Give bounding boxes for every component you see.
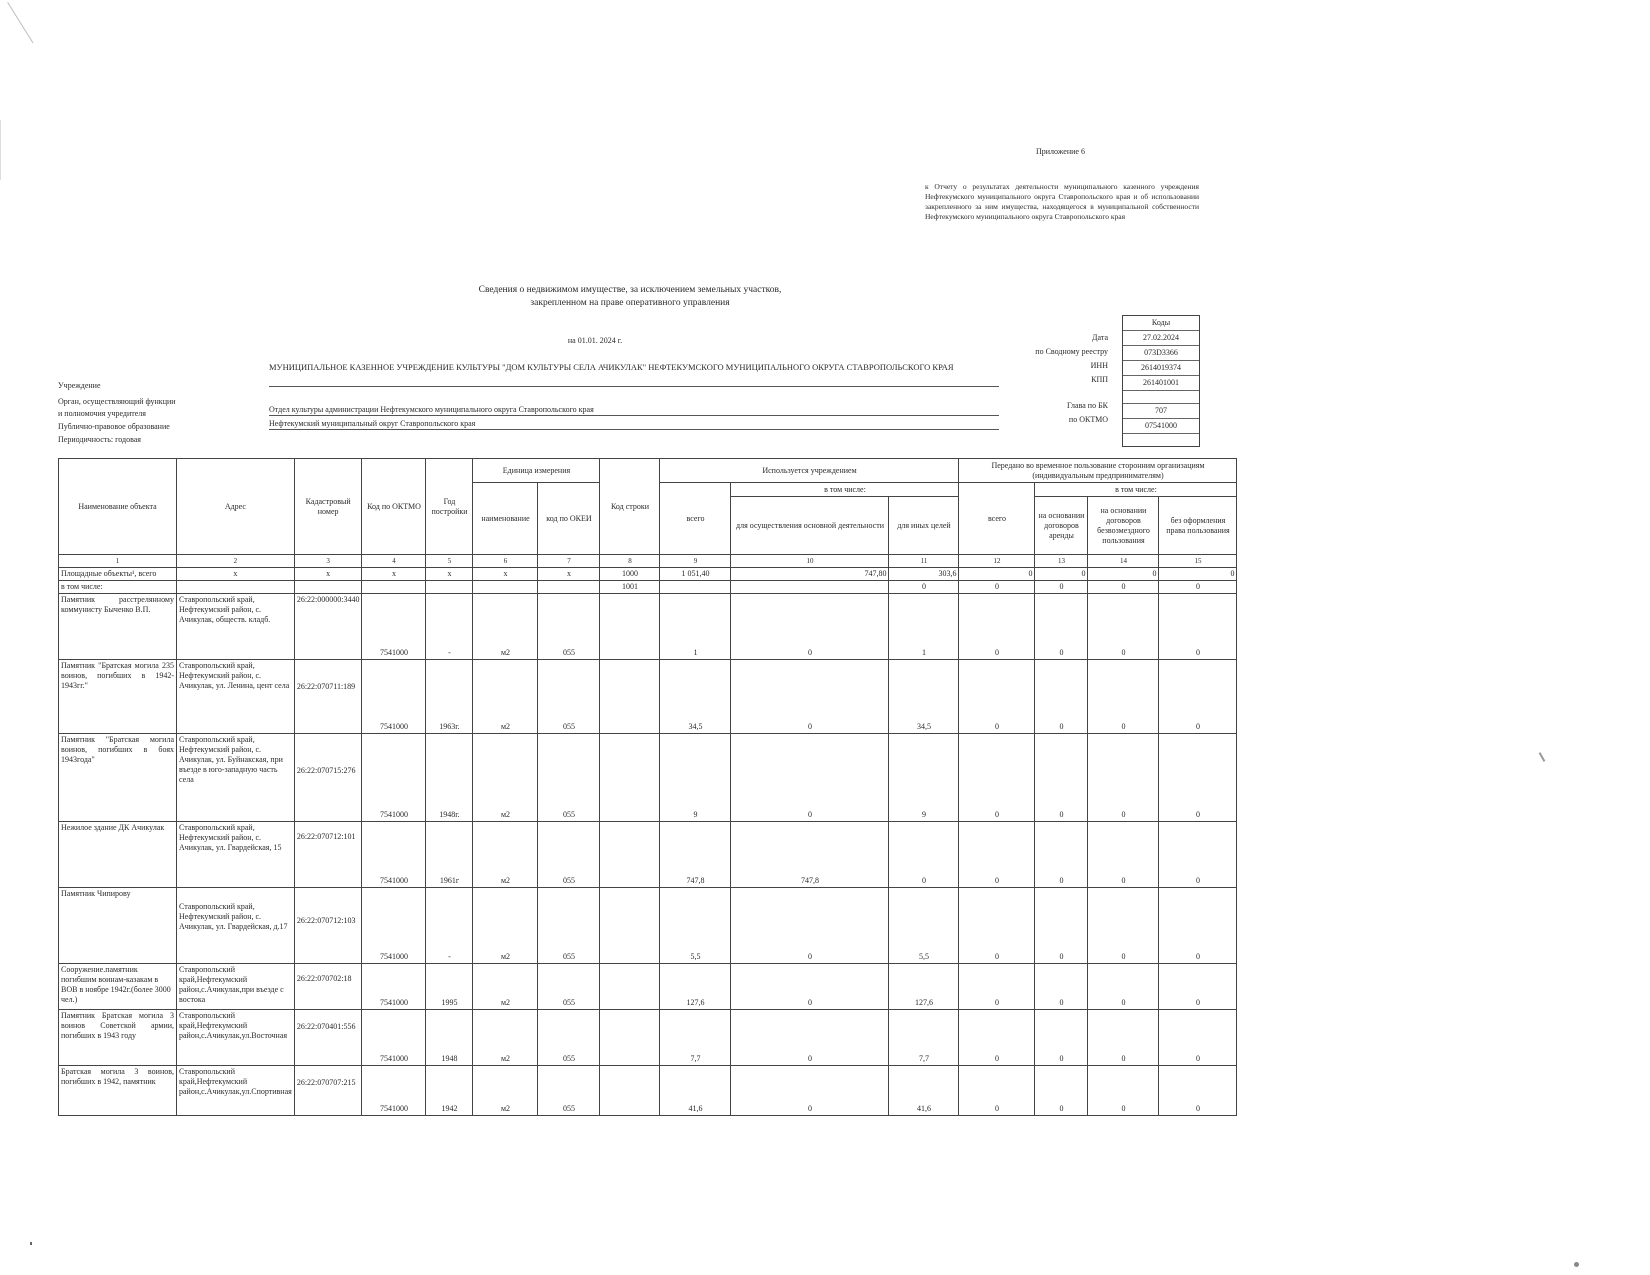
table-row <box>59 1010 1237 1066</box>
object-year: 1942 <box>426 1066 473 1116</box>
object-main: 0 <box>731 660 889 734</box>
object-transferred-total: 0 <box>959 1066 1035 1116</box>
object-no-doc: 0 <box>1159 660 1237 734</box>
object-main: 0 <box>731 1010 889 1066</box>
summary-free: 0 <box>1088 568 1159 581</box>
object-okei: 055 <box>538 1010 600 1066</box>
object-row-code <box>600 660 660 734</box>
col-num: 15 <box>1159 555 1237 568</box>
header-address: Адрес <box>177 459 295 555</box>
summary-x: x <box>177 568 295 581</box>
object-unit: м2 <box>473 660 538 734</box>
label-public: Публично-правовое образование <box>58 422 170 431</box>
object-unit: м2 <box>473 1066 538 1116</box>
object-unit: м2 <box>473 1010 538 1066</box>
table-row <box>59 822 1237 888</box>
object-rent: 0 <box>1035 822 1088 888</box>
col-num: 1 <box>59 555 177 568</box>
col-num: 12 <box>959 555 1035 568</box>
header-transferred-incl: в том числе: <box>1035 483 1237 497</box>
object-rent: 0 <box>1035 888 1088 964</box>
object-no-doc: 0 <box>1159 888 1237 964</box>
col-num: 3 <box>294 555 362 568</box>
object-cadastral: 26:22:070715:276 <box>294 734 362 822</box>
object-free: 0 <box>1088 1066 1159 1116</box>
code-label-bk: Глава по БК <box>1067 401 1108 410</box>
object-total: 1 <box>660 594 731 660</box>
header-year: Год постройки <box>426 459 473 555</box>
object-name: Сооружение.памятник погибшим воинам-казакам в ВОВ в ноябре 1942г.(более 3000 чел.) <box>59 964 177 1010</box>
object-no-doc: 0 <box>1159 822 1237 888</box>
object-transferred-total: 0 <box>959 822 1035 888</box>
object-address: Ставропольский край, Нефтекумский район, с. Ачикулак, обществ. кладб. <box>177 594 295 660</box>
object-rent: 0 <box>1035 660 1088 734</box>
header-rent: на основании договоров аренды <box>1035 497 1088 555</box>
object-unit: м2 <box>473 964 538 1010</box>
object-name: Памятник "Братская могила 235 воинов, погибших в 1942-1943гг." <box>59 660 177 734</box>
title-line-1: Сведения о недвижимом имуществе, за исключением земельных участков, <box>478 285 782 295</box>
label-organ-2: и полномочия учредителя <box>58 409 146 418</box>
object-okei: 055 <box>538 1066 600 1116</box>
table-row <box>59 964 1237 1010</box>
summary-row <box>59 568 1237 581</box>
summary-no-doc: 0 <box>1159 568 1237 581</box>
col-num: 13 <box>1035 555 1088 568</box>
object-cadastral: 26:22:070712:101 <box>294 822 362 888</box>
object-total: 34,5 <box>660 660 731 734</box>
object-rent: 0 <box>1035 594 1088 660</box>
object-unit: м2 <box>473 822 538 888</box>
header-used-incl: в том числе: <box>731 483 959 497</box>
code-oktmo: 07541000 <box>1123 419 1199 434</box>
object-name: Памятник "Братская могила воинов, погибших в боях 1943года" <box>59 734 177 822</box>
object-other: 5,5 <box>889 888 959 964</box>
object-transferred-total: 0 <box>959 1010 1035 1066</box>
object-main: 0 <box>731 1066 889 1116</box>
summary-rent: 0 <box>1035 568 1088 581</box>
object-no-doc: 0 <box>1159 1066 1237 1116</box>
object-free: 0 <box>1088 822 1159 888</box>
code-kpp: 261401001 <box>1123 376 1199 391</box>
object-year: - <box>426 888 473 964</box>
header-main-activity: для осуществления основной деятельности <box>731 497 889 555</box>
header-unit-name: наименование <box>473 483 538 555</box>
founder-organ: Отдел культуры администрации Нефтекумского муниципального округа Ставропольского края <box>269 405 594 414</box>
object-okei: 055 <box>538 822 600 888</box>
object-oktmo: 7541000 <box>362 734 426 822</box>
object-address: Ставропольский край, Нефтекумский район, с. Ачикулак, ул. Ленина, цент села <box>177 660 295 734</box>
object-row-code <box>600 734 660 822</box>
object-cadastral: 26:22:070711:189 <box>294 660 362 734</box>
scan-artifact <box>0 120 1 180</box>
object-free: 0 <box>1088 888 1159 964</box>
code-inn: 2614019374 <box>1123 361 1199 376</box>
object-oktmo: 7541000 <box>362 964 426 1010</box>
summary-x: x <box>426 568 473 581</box>
object-transferred-total: 0 <box>959 594 1035 660</box>
code-label-kpp: КПП <box>1091 375 1108 384</box>
col-num: 11 <box>889 555 959 568</box>
object-oktmo: 7541000 <box>362 822 426 888</box>
object-main: 0 <box>731 594 889 660</box>
header-used: Используется учреждением <box>660 459 959 483</box>
col-num: 10 <box>731 555 889 568</box>
object-main: 0 <box>731 888 889 964</box>
header-cadastral: Кадастровый номер <box>294 459 362 555</box>
summary-code: 1000 <box>600 568 660 581</box>
summary-total: 1 051,40 <box>660 568 731 581</box>
scan-artifact <box>7 2 33 43</box>
object-oktmo: 7541000 <box>362 1066 426 1116</box>
object-free: 0 <box>1088 594 1159 660</box>
table-row <box>59 888 1237 964</box>
institution-name: МУНИЦИПАЛЬНОЕ КАЗЕННОЕ УЧРЕЖДЕНИЕ КУЛЬТУРЫ "ДОМ КУЛЬТУРЫ СЕЛА АЧИКУЛАК" НЕФТЕКУМСКОГО МУНИЦИПАЛЬНОГО ОКРУГА СТАВРОПОЛЬСКОГО КРАЯ <box>269 362 954 372</box>
including-value: 0 <box>889 581 959 594</box>
col-num: 7 <box>538 555 600 568</box>
object-other: 34,5 <box>889 660 959 734</box>
label-institution: Учреждение <box>58 381 101 390</box>
object-address: Ставропольский край, Нефтекумский район, с. Ачикулак, ул. Гвардейская, д.17 <box>177 888 295 964</box>
object-total: 5,5 <box>660 888 731 964</box>
object-total: 747,8 <box>660 822 731 888</box>
appendix-text: к Отчету о результатах деятельности муниципального казенного учреждения Нефтекумского муниципального округа Ставропольского края и об использовании закрепленного за ним имущества, находящегося в муниципальной собственности Нефтекумского муниципального округа Ставропольского края <box>925 182 1199 221</box>
col-num: 6 <box>473 555 538 568</box>
summary-other: 303,6 <box>889 568 959 581</box>
object-other: 7,7 <box>889 1010 959 1066</box>
header-unit-code: код по ОКЕИ <box>538 483 600 555</box>
object-rent: 0 <box>1035 1066 1088 1116</box>
object-row-code <box>600 1066 660 1116</box>
object-address: Ставропольский край,Нефтекумский район,с.Ачикулак,ул.Спортивная <box>177 1066 295 1116</box>
table-row <box>59 1066 1237 1116</box>
column-numbers-row <box>59 555 1237 568</box>
object-address: Ставропольский край,Нефтекумский район,с.Ачикулак,ул.Восточная <box>177 1010 295 1066</box>
object-transferred-total: 0 <box>959 964 1035 1010</box>
header-transferred-total: всего <box>959 483 1035 555</box>
object-no-doc: 0 <box>1159 964 1237 1010</box>
object-cadastral: 26:22:000000:3440 <box>294 594 362 660</box>
object-okei: 055 <box>538 594 600 660</box>
code-label-oktmo: по ОКТМО <box>1068 415 1108 424</box>
table-row <box>59 660 1237 734</box>
object-unit: м2 <box>473 734 538 822</box>
table-row <box>59 594 1237 660</box>
object-year: 1948 <box>426 1010 473 1066</box>
object-rent: 0 <box>1035 1010 1088 1066</box>
object-okei: 055 <box>538 660 600 734</box>
header-used-total: всего <box>660 483 731 555</box>
codes-labels <box>980 332 1108 428</box>
scan-speck <box>30 1242 32 1245</box>
col-num: 4 <box>362 555 426 568</box>
object-year: 1963г. <box>426 660 473 734</box>
divider <box>269 386 999 387</box>
including-row <box>59 581 1237 594</box>
codes-box <box>1122 315 1200 447</box>
including-value: 0 <box>1035 581 1088 594</box>
title-line-2: закрепленном на праве оперативного управления <box>530 298 730 308</box>
object-free: 0 <box>1088 964 1159 1010</box>
col-num: 2 <box>177 555 295 568</box>
object-name: Памятник расстрелянному коммунисту Быченко В.П. <box>59 594 177 660</box>
object-no-doc: 0 <box>1159 734 1237 822</box>
object-year: 1961г <box>426 822 473 888</box>
object-other: 41,6 <box>889 1066 959 1116</box>
object-year: 1995 <box>426 964 473 1010</box>
code-registry: 073D3366 <box>1123 346 1199 361</box>
object-oktmo: 7541000 <box>362 1010 426 1066</box>
object-transferred-total: 0 <box>959 660 1035 734</box>
object-other: 9 <box>889 734 959 822</box>
object-free: 0 <box>1088 734 1159 822</box>
object-main: 747,8 <box>731 822 889 888</box>
including-label: в том числе: <box>59 581 177 594</box>
summary-main: 747,80 <box>731 568 889 581</box>
header-unit: Единица измерения <box>473 459 600 483</box>
summary-transferred-total: 0 <box>959 568 1035 581</box>
scan-speck <box>1574 1262 1579 1267</box>
object-row-code <box>600 822 660 888</box>
object-okei: 055 <box>538 964 600 1010</box>
code-label-registry: по Сводному реестру <box>1035 347 1108 356</box>
object-other: 1 <box>889 594 959 660</box>
public-entity: Нефтекумский муниципальный округ Ставропольского края <box>269 419 476 428</box>
summary-name: Площадные объекты¹, всего <box>59 568 177 581</box>
object-cadastral: 26:22:070702:18 <box>294 964 362 1010</box>
scan-speck <box>1539 752 1546 762</box>
label-organ-1: Орган, осуществляющий функции <box>58 397 176 406</box>
summary-x: x <box>473 568 538 581</box>
object-other: 127,6 <box>889 964 959 1010</box>
header-transferred: Передано во временное пользование сторонним организациям (индивидуальным предпринимателям) <box>959 459 1237 483</box>
header-row-code: Код строки <box>600 459 660 555</box>
object-unit: м2 <box>473 888 538 964</box>
code-date: 27.02.2024 <box>1123 331 1199 346</box>
header-other: для иных целей <box>889 497 959 555</box>
object-year: 1948г. <box>426 734 473 822</box>
object-row-code <box>600 1010 660 1066</box>
object-oktmo: 7541000 <box>362 594 426 660</box>
codes-empty <box>1123 434 1199 446</box>
object-main: 0 <box>731 734 889 822</box>
object-name: Памятник Братская могила 3 воинов Советской армии, погибших в 1943 году <box>59 1010 177 1066</box>
header-no-doc: без оформления права пользования <box>1159 497 1237 555</box>
label-period: Периодичность: годовая <box>58 435 141 444</box>
divider <box>269 429 999 430</box>
header-free: на основании договоров безвозмездного пользования <box>1088 497 1159 555</box>
appendix-label: Приложение 6 <box>1036 147 1085 156</box>
col-num: 9 <box>660 555 731 568</box>
codes-gap <box>1123 391 1199 404</box>
including-value: 0 <box>1088 581 1159 594</box>
object-cadastral: 26:22:070401:556 <box>294 1010 362 1066</box>
code-label-date: Дата <box>1092 333 1108 342</box>
including-value: 0 <box>1159 581 1237 594</box>
col-num: 14 <box>1088 555 1159 568</box>
object-transferred-total: 0 <box>959 888 1035 964</box>
report-date: на 01.01. 2024 г. <box>567 336 623 345</box>
object-total: 7,7 <box>660 1010 731 1066</box>
codes-header: Коды <box>1123 316 1199 331</box>
object-okei: 055 <box>538 734 600 822</box>
including-value: 0 <box>959 581 1035 594</box>
object-total: 127,6 <box>660 964 731 1010</box>
object-address: Ставропольский край,Нефтекумский район,с.Ачикулак,при въезде с востока <box>177 964 295 1010</box>
object-name: Памятник Чипирову <box>59 888 177 964</box>
including-code: 1001 <box>600 581 660 594</box>
object-row-code <box>600 888 660 964</box>
property-table <box>58 458 1237 1116</box>
object-transferred-total: 0 <box>959 734 1035 822</box>
object-unit: м2 <box>473 594 538 660</box>
object-cadastral: 26:22:070712:103 <box>294 888 362 964</box>
object-other: 0 <box>889 822 959 888</box>
object-total: 41,6 <box>660 1066 731 1116</box>
summary-x: x <box>294 568 362 581</box>
object-free: 0 <box>1088 660 1159 734</box>
header-name: Наименование объекта <box>59 459 177 555</box>
summary-x: x <box>538 568 600 581</box>
col-num: 5 <box>426 555 473 568</box>
code-label-inn: ИНН <box>1090 361 1108 370</box>
object-year: - <box>426 594 473 660</box>
object-name: Братская могила 3 воинов, погибших в 1942, памятник <box>59 1066 177 1116</box>
divider <box>269 415 999 416</box>
object-address: Ставропольский край, Нефтекумский район, с. Ачикулак, ул. Гвардейская, 15 <box>177 822 295 888</box>
object-main: 0 <box>731 964 889 1010</box>
object-name: Нежилое здание ДК Ачикулак <box>59 822 177 888</box>
col-num: 8 <box>600 555 660 568</box>
object-row-code <box>600 594 660 660</box>
object-no-doc: 0 <box>1159 1010 1237 1066</box>
object-oktmo: 7541000 <box>362 888 426 964</box>
object-rent: 0 <box>1035 734 1088 822</box>
table-row <box>59 734 1237 822</box>
object-total: 9 <box>660 734 731 822</box>
object-address: Ставропольский край, Нефтекумский район, с. Ачикулак, ул. Буйнакская, при въезде в юго-западную часть села <box>177 734 295 822</box>
summary-x: x <box>362 568 426 581</box>
object-okei: 055 <box>538 888 600 964</box>
object-row-code <box>600 964 660 1010</box>
object-oktmo: 7541000 <box>362 660 426 734</box>
object-free: 0 <box>1088 1010 1159 1066</box>
document-title <box>380 284 880 310</box>
object-cadastral: 26:22:070707:215 <box>294 1066 362 1116</box>
object-no-doc: 0 <box>1159 594 1237 660</box>
code-bk: 707 <box>1123 404 1199 419</box>
header-oktmo: Код по ОКТМО <box>362 459 426 555</box>
object-rent: 0 <box>1035 964 1088 1010</box>
